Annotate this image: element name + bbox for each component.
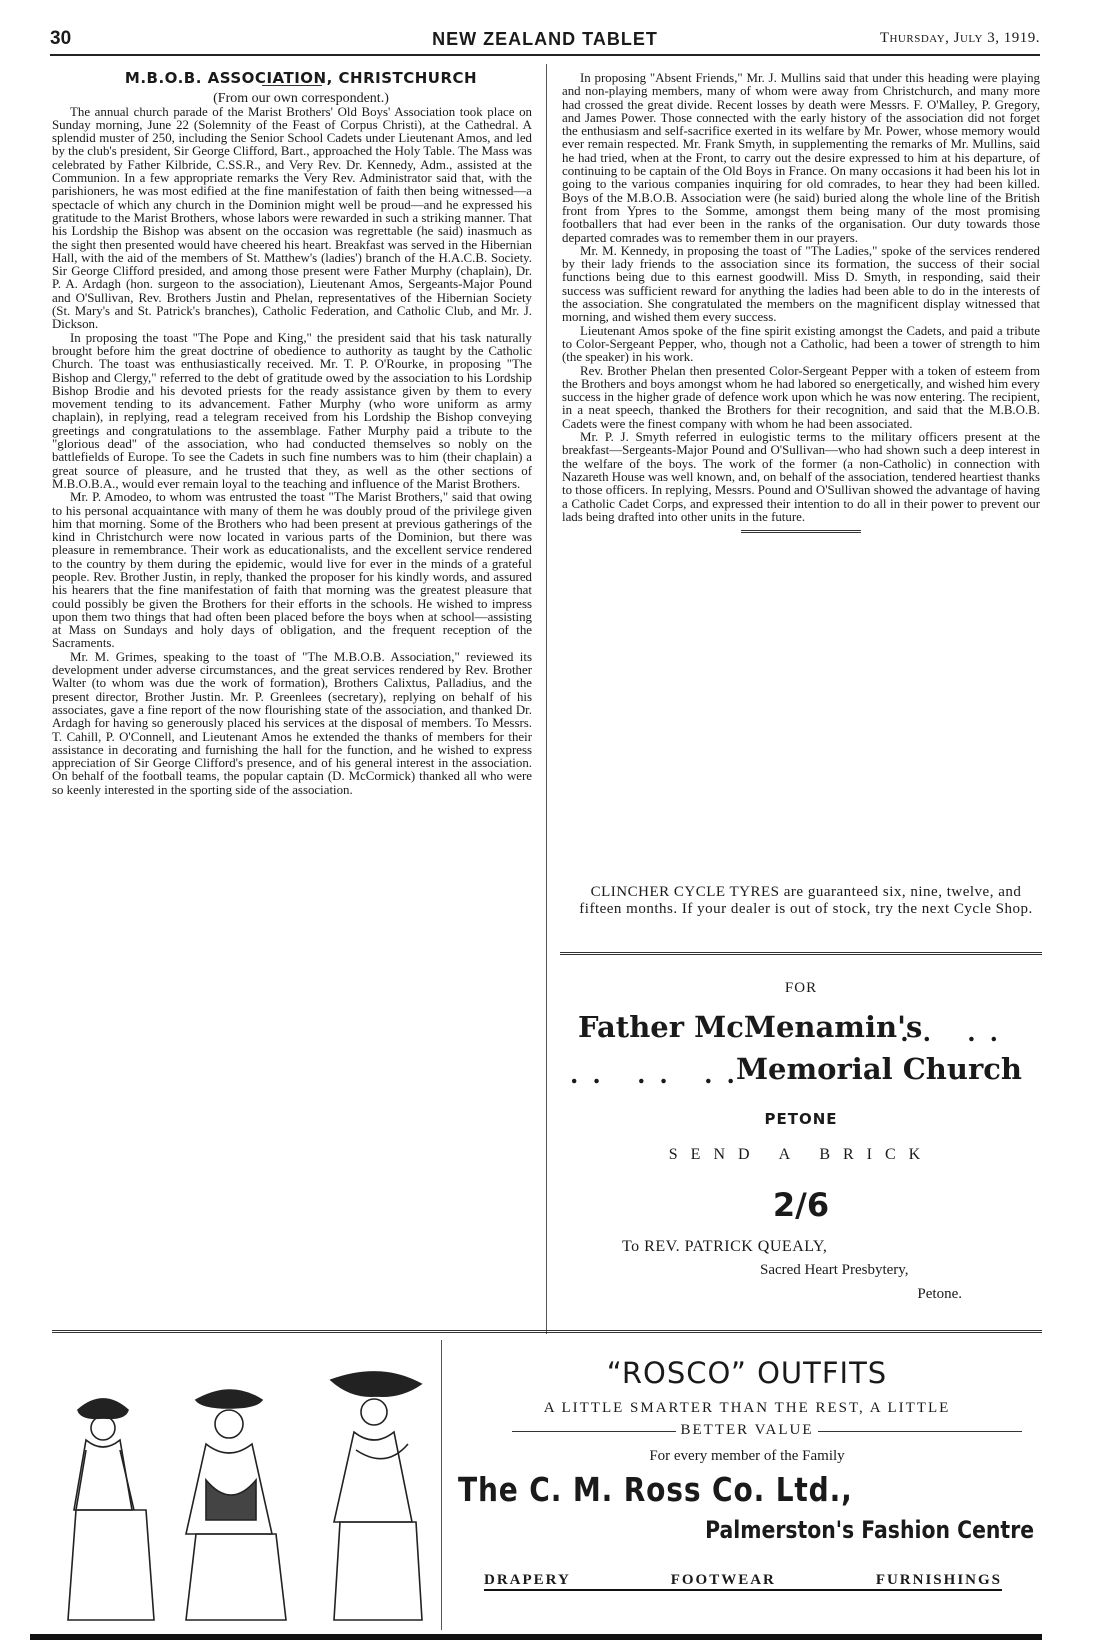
town-line: Petone. [917,1286,962,1302]
department-drapery: DRAPERY [484,1572,571,1588]
woman-figure-right [331,1372,422,1620]
header-rule [50,54,1040,56]
send-brick-text: SEND A BRICK [668,1146,934,1163]
rosco-tagline-2 [452,1422,1042,1439]
ad-divider [441,1340,442,1630]
presbytery-line: Sacred Heart Presbytery, [760,1262,909,1278]
company-name: The C. M. Ross Co. Ltd., [458,1470,853,1509]
article-paragraph: Mr. M. Grimes, speaking to the toast of "The M.B.O.B. Association," reviewed its development under adverse circumstances, and the great services rendered by Rev. Brother Walter (to whom was due the work of formation), Brothers Calixtus, Palladius, and the present director, Brother Justin. Mr. P. Greenlees (secretary), replying on behalf of his associates, gave a fine report of the now flourishing state of the association, and thanked Dr. Ardagh for having so generously placed his services at the disposal of members. To Messrs. T. Cahill, P. O'Connell, and Lieutenant Amos he extended the thanks of members for their assistance in decorating and furnishing the hall for the function, and he wished to express appreciation of Sir George Clifford's presence, and of his general interest in the association. On behalf of the football teams, the popular captain (D. McCormick) thanked all who were so keenly interested in the sporting side of the association. [52,649,532,797]
leader-dots: .. .. .. [570,1060,749,1089]
recipient-line: To REV. PATRICK QUEALY, [622,1238,828,1255]
fashion-illustration [56,1340,431,1624]
ad-for-label: FOR [784,980,818,996]
article-byline: (From our own correspondent.) [213,91,389,107]
ad-separator [560,952,1042,955]
article-paragraph: In proposing "Absent Friends," Mr. J. Mullins said that under this heading were playing and non-playing members, many of whom were away from Christchurch, and many more had crossed the great divide. Recent losses by death were Messrs. F. O'Malley, P. Gregory, and James Power. Those connected with the early history of the association did not forget the enthusiasm and self-sacrifice exerted in its welfare by Mr. Power, whose memory would ever remain respected. Mr. Frank Smyth, in supplementing the remarks of Mr. Mullins, said he had tried, when at the Front, to carry out the desire expressed to him at his departure, of continuing to be captain of the Old Boys in France. On many occasions it had been his lot in going to the various companies inquiring for old comrades, to hear they had been killed. Boys of the M.B.O.B. Association were (he said) buried along the whole line of the British front from Ypres to the Somme, amongst them being many of the most promising footballers that had ever been in the ranks of the organisation. Our duty towards those departed comrades was to remember them in our prayers. [562,71,1040,245]
rosco-title: “ROSCO” OUTFITS [606,1356,888,1390]
department-list [484,1572,1002,1591]
article-paragraph: In proposing the toast "The Pope and King," the president said that his task naturally brought before him the great doctrine of obedience to authority as taught by the Catholic Church. The toast was enthusiastically received. Mr. T. P. O'Rourke, in proposing "The Bishop and Clergy," referred to the debt of gratitude owed by the association to his Lordship Bishop Brodie and his devoted priests for the ready assistance given by them to every movement tending to its advancement. Father Murphy (who wore uniform as army chaplain), in replying, read a telegram received from his Lordship the Bishop conveying greetings and congratulations to the assemblage. Father Murphy paid a tribute to the "glorious dead" of the association, who had conducted themselves so nobly on the battlefields of Europe. To see the Cadets in such fine numbers was to him (their chaplain) a great source of pleasure, and he trusted that they, as well as the other sections of M.B.O.B.A., would ever remain loyal to the teaching and influence of the Marist Brothers. [52,330,532,491]
page-bottom-rule [30,1634,1042,1640]
article-left-column [52,69,532,797]
department-footwear: FOOTWEAR [670,1572,776,1588]
rosco-family-line: For every member of the Family [649,1448,845,1464]
article-right-column [562,72,1040,539]
rosco-tagline: A LITTLE SMARTER THAN THE REST, A LITTLE [543,1400,951,1416]
article-paragraph: The annual church parade of the Marist Brothers' Old Boys' Association took place on Sunday morning, June 22 (Solemnity of the Feast of Corpus Christi), at the Cathedral. A splendid muster of 250, including the Senior School Cadets under Lieutenant Amos, and led by the club's president, Sir George Clifford, Bart., approached the Holy Table. The Mass was celebrated by Father Kilbride, C.SS.R., and Very Rev. Dr. Kennedy, Adm., assisted at the Communion. In a few appropriate remarks the Very Rev. Administrator said that, with the parishioners, he was most edified at the fine manifestation of faith then being witnessed—a spectacle of which any church in the Dominion might well be proud—and he expressed his gratitude to the Marist Brothers, whose labors were rewarded in such a striking manner. That his Lordship the Bishop was absent on the occasion was regrettable (he said) inasmuch as the sight then presented would have cheered his heart. Breakfast was served in the Hibernian Hall, with the aid of the members of St. Matthew's (ladies') branch of the H.A.C.B. Society. Sir George Clifford presided, and among those present were Father Murphy (chaplain), Dr. P. A. Ardagh (hon. surgeon to the association), Lieutenant Amos, Sergeants-Major Pound and O'Sullivan, Rev. Brothers Justin and Phelan, representatives of the Hibernian Society (St. Mary's and St. Patrick's branches), Catholic Federation, and Catholic Club, and Mr. J. Dickson. [52,104,532,332]
woman-figure-left [68,1399,154,1620]
article-title: M.B.O.B. ASSOCIATION, CHRISTCHURCH [124,69,478,87]
fashion-centre: Palmerston's Fashion Centre [704,1516,1034,1544]
article-paragraph: Mr. P. J. Smyth referred in eulogistic terms to the military officers present at the breakfast—Sergeants-Major Pound and O'Sullivan—who had shown such a deep interest in the welfare of the boys. The work of the former (a non-Catholic) in connection with Nazareth House was well known, and, on behalf of the association, tendered heartiest thanks to those officers. In replying, Messrs. Pound and O'Sullivan showed the advantage of having a Catholic Cadet Corps, and expressed their intention to do all in their power to prevent our lads being drafted into other units in the future. [562,430,1040,524]
memorial-church-title: Memorial Church [735,1052,1022,1086]
article-paragraph: Lieutenant Amos spoke of the fine spirit existing amongst the Cadets, and paid a tribute to Color-Sergeant Pepper, who, though not a Catholic, had been a tower of strength to him (the speaker) in his work. [562,323,1040,365]
issue-date: Thursday, July 3, 1919. [879,30,1040,46]
department-furnishings: FURNISHINGS [875,1572,1002,1588]
article-paragraph: Mr. M. Kennedy, in proposing the toast of "The Ladies," spoke of the services rendered by their lady friends to the association since its formation, the success of their social functions being due to this earnest goodwill. Miss D. Smyth, in responding, said their success was sufficient reward for anything the ladies had been able to do in the interests of the association. She congratulated the members on the magnificent display witnessed that morning, and wished them every success. [562,243,1040,325]
masthead: NEW ZEALAND TABLET [432,29,658,49]
woman-figure-center [186,1390,286,1620]
clincher-tyres-ad: CLINCHER CYCLE TYRES are guaranteed six, nine, twelve, and fifteen months. If your dealer is out of stock, try the next Cycle Shop. [579,884,1033,917]
article-paragraph: Mr. P. Amodeo, to whom was entrusted the toast "The Marist Brothers," said that owing to his personal acquaintance with many of them he was doubly proud of the privilege given him that morning. Some of the Brothers who had been present at previous gatherings of the kind in Christchurch were now located in various parts of the Dominion, but there was pleasure in remembrance. Their work as educationalists, and the excellent service rendered to the country by them during the epidemic, would live for ever in the minds of a grateful people. Rev. Brother Justin, in reply, thanked the proposer for his kindly words, and assured his hearers that the fine manifestation of faith that morning was the greatest pleasure that could possibly be given the Brothers for their efforts in the schools. He wished to impress upon them two things that had often been placed before the boys when at school—assisting at Mass on Sundays and holy days of obligation, and the frequent reception of the Sacraments. [52,490,532,651]
leader-dots: .. .. [900,1018,1012,1047]
memorial-church-ad [560,980,1042,1302]
article-paragraph: Rev. Brother Phelan then presented Color-Sergeant Pepper with a token of esteem from the Brothers and boys amongst whom he had labored so energetically, and wished him every success in the higher grade of defence work upon which he was now entering. The recipient, in a neat speech, thanked the Brothers for their recognition, and said that the M.B.O.B. Cadets were the finest company with whom he had been associated. [562,363,1040,431]
page-header [50,28,1040,56]
column-divider [546,64,547,1334]
bottom-ad-rule [52,1330,1042,1333]
brick-price: 2/6 [772,1186,830,1224]
better-value-text: BETTER VALUE [676,1422,817,1438]
page-number: 30 [50,28,72,49]
church-location: PETONE [764,1110,838,1128]
father-name: Father McMenamin's [578,1010,923,1044]
article-end-rule [741,530,861,533]
